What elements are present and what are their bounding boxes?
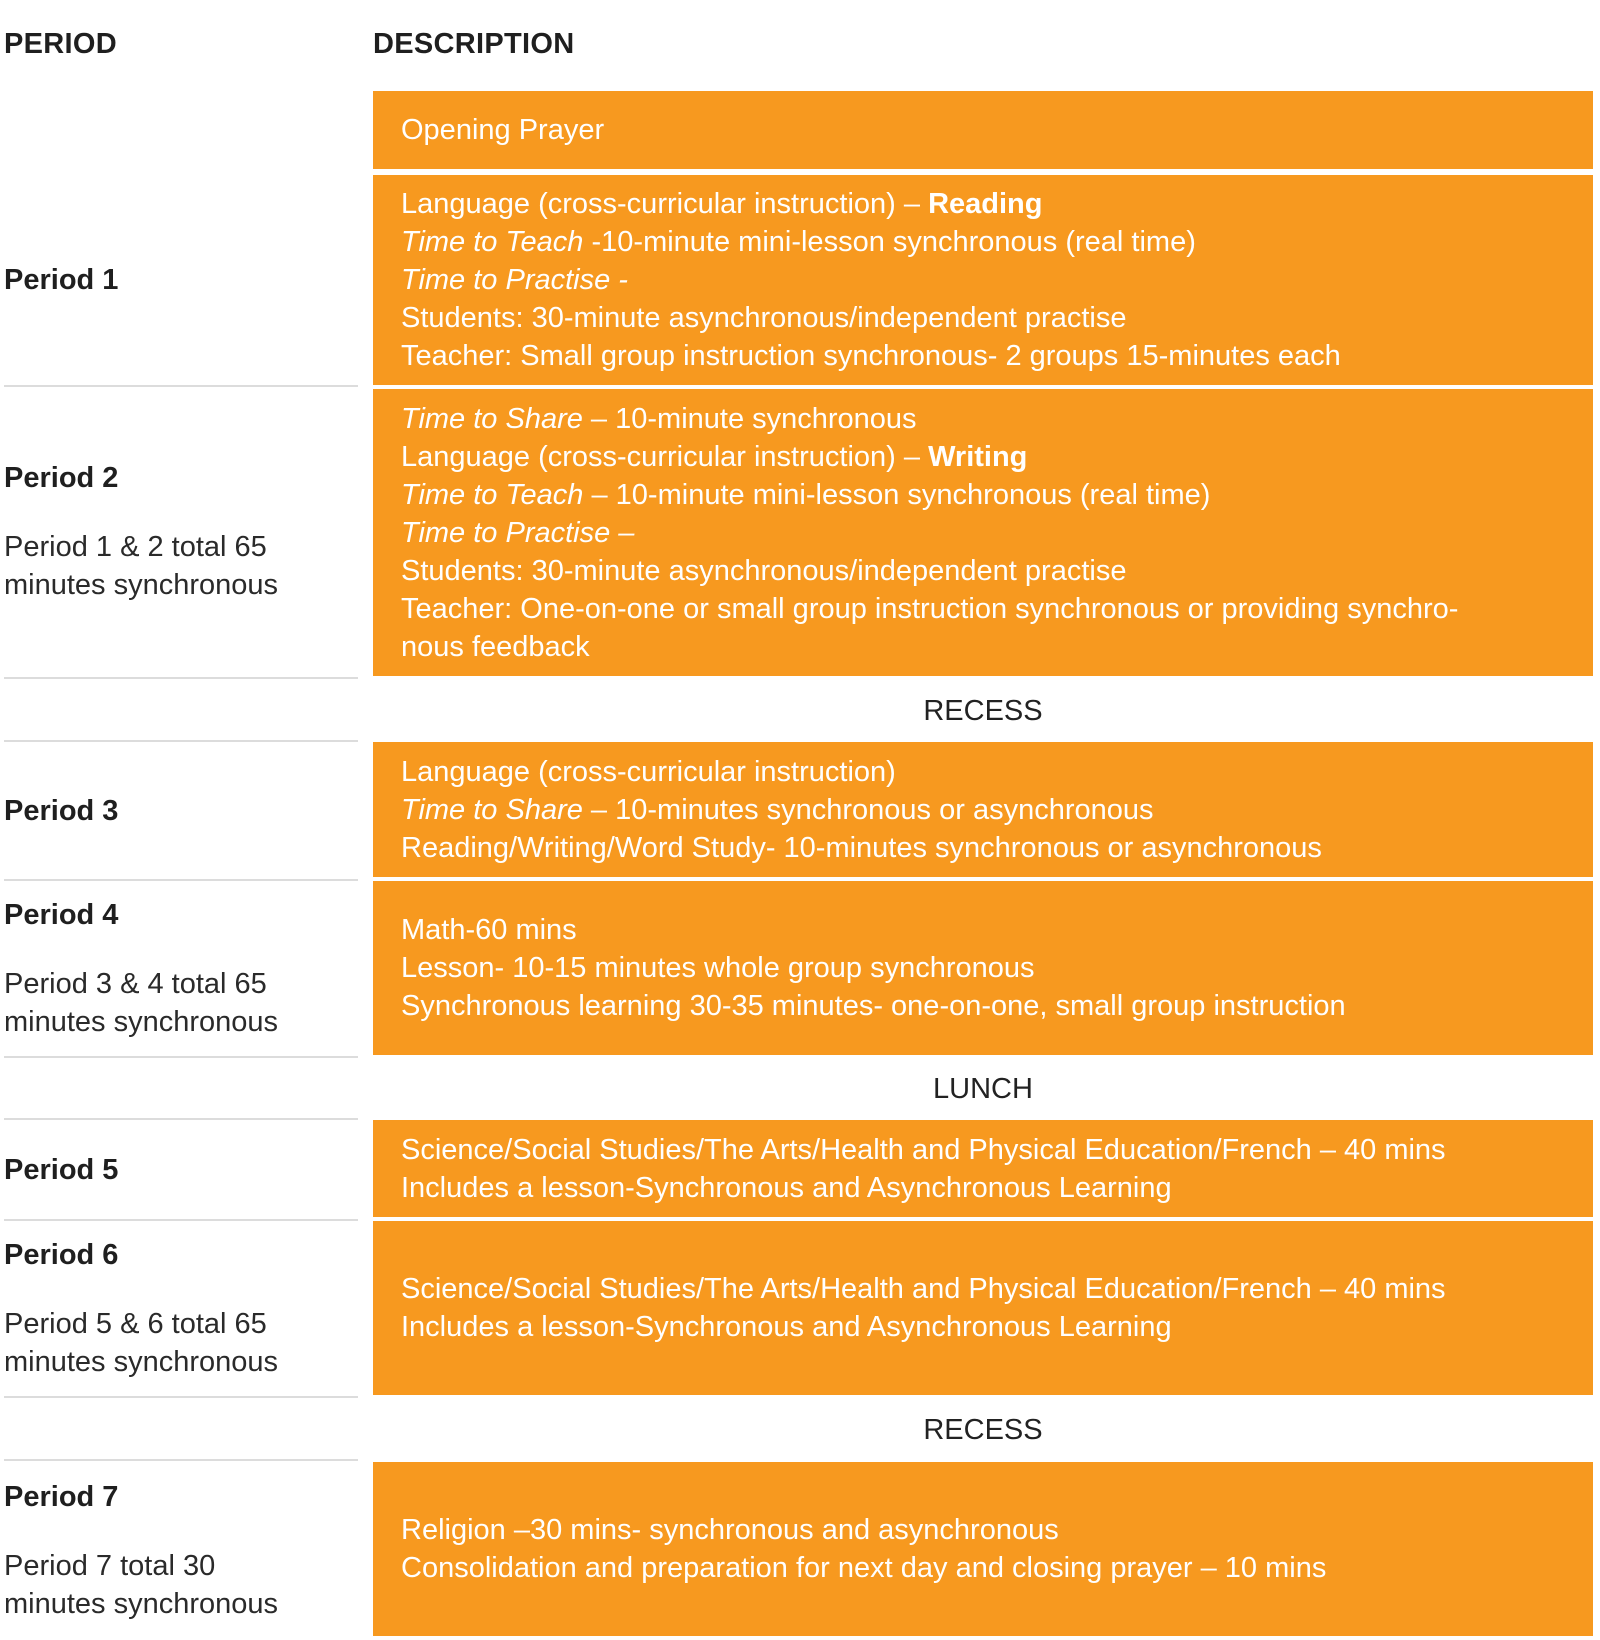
period-2-cell xyxy=(4,387,358,679)
opening-prayer-box xyxy=(373,91,1593,169)
recess-label-1: RECESS xyxy=(923,695,1043,727)
opening-prayer-text: Opening Prayer xyxy=(401,114,605,146)
period-3-label: Period 3 xyxy=(4,794,119,827)
period-1-label: Period 1 xyxy=(4,264,119,296)
period-7-line-1: Religion –30 mins- synchronous and asynchronous xyxy=(401,1514,1059,1546)
recess-label-2: RECESS xyxy=(923,1414,1043,1446)
period-4-line-2: Lesson- 10-15 minutes whole group synchronous xyxy=(401,952,1035,984)
period-3-cell xyxy=(4,740,358,881)
period-2-note: Period 1 & 2 total 65 minutes synchronous xyxy=(4,531,279,601)
period-7-cell xyxy=(4,1459,358,1640)
period-5-description xyxy=(373,1120,1593,1217)
period-5-cell xyxy=(4,1118,358,1221)
period-7-line-2: Consolidation and preparation for next day and closing prayer – 10 mins xyxy=(401,1552,1327,1584)
period-5-label: Period 5 xyxy=(4,1153,119,1186)
period-column-header: PERIOD xyxy=(4,28,117,60)
period-3-line-3: Reading/Writing/Word Study- 10-minutes synchronous or asynchronous xyxy=(401,831,1322,864)
period-3-line-1: Language (cross-curricular instruction) xyxy=(401,755,896,788)
period-1-line-1: Language (cross-curricular instruction) – Reading xyxy=(401,188,1043,220)
period-2-line-1: Time to Share – 10-minute synchronous xyxy=(401,402,917,435)
period-6-note: Period 5 & 6 total 65 minutes synchronous xyxy=(4,1307,279,1378)
period-6-label: Period 6 xyxy=(4,1238,119,1271)
period-3-line-2: Time to Share – 10-minutes synchronous or asynchronous xyxy=(401,793,1154,826)
period-5-line-1: Science/Social Studies/The Arts/Health and Physical Education/French – 40 mins xyxy=(401,1133,1446,1166)
period-1-line-5: Teacher: Small group instruction synchronous- 2 groups 15-minutes each xyxy=(401,340,1341,372)
period-4-line-3: Synchronous learning 30-35 minutes- one-on-one, small group instruction xyxy=(401,990,1346,1022)
period-1-cell xyxy=(4,175,358,387)
period-4-note: Period 3 & 4 total 65 minutes synchronous xyxy=(4,967,279,1038)
period-2-line-4: Time to Practise – xyxy=(401,516,635,549)
period-6-line-1: Science/Social Studies/The Arts/Health and Physical Education/French – 40 mins xyxy=(401,1273,1446,1305)
period-4-line-1: Math-60 mins xyxy=(401,914,577,946)
period-2-line-7: nous feedback xyxy=(401,630,590,663)
period-6-cell xyxy=(4,1221,358,1398)
period-6-line-2: Includes a lesson-Synchronous and Asynchronous Learning xyxy=(401,1311,1172,1343)
period-1-line-2: Time to Teach -10-minute mini-lesson synchronous (real time) xyxy=(401,226,1196,258)
period-1-description xyxy=(373,175,1593,385)
period-5-line-2: Includes a lesson-Synchronous and Asynchronous Learning xyxy=(401,1171,1172,1204)
period-2-line-6: Teacher: One-on-one or small group instruction synchronous or providing synchro- xyxy=(401,592,1459,625)
period-7-note: Period 7 total 30 minutes synchronous xyxy=(4,1549,279,1620)
period-2-line-5: Students: 30-minute asynchronous/independent practise xyxy=(401,554,1127,587)
period-1-line-3: Time to Practise - xyxy=(401,264,628,296)
period-2-description xyxy=(373,389,1593,676)
lunch-label: LUNCH xyxy=(933,1073,1033,1105)
period-1-line-4: Students: 30-minute asynchronous/independent practise xyxy=(401,302,1127,334)
period-2-line-2: Language (cross-curricular instruction) – Writing xyxy=(401,440,1028,473)
period-4-description xyxy=(373,881,1593,1055)
period-7-description xyxy=(373,1462,1593,1636)
period-6-description xyxy=(373,1221,1593,1395)
period-4-cell xyxy=(4,881,358,1058)
period-2-line-3: Time to Teach – 10-minute mini-lesson synchronous (real time) xyxy=(401,478,1211,511)
period-2-label: Period 2 xyxy=(4,462,119,494)
period-4-label: Period 4 xyxy=(4,898,119,931)
description-column-header: DESCRIPTION xyxy=(373,28,575,60)
period-7-label: Period 7 xyxy=(4,1480,119,1513)
period-3-description xyxy=(373,742,1593,877)
